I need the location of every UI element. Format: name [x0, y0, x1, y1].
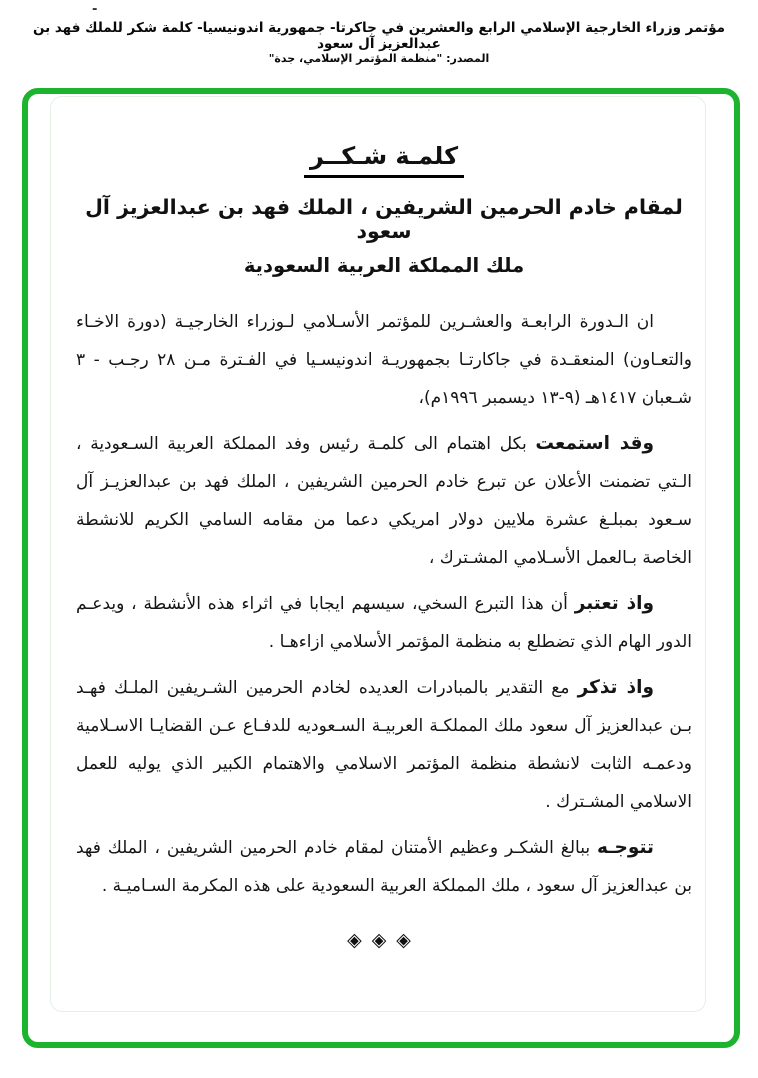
scan-artifact-dash: -	[92, 2, 98, 17]
paragraph-preamble	[76, 303, 692, 417]
paragraph-lead: واذ تذكر	[577, 677, 654, 698]
doc-subtitle-royal: لمقام خادم الحرمين الشريفين ، الملك فهد بن عبدالعزيز آل سعود	[85, 195, 683, 243]
doc-subtitle-kingdom: ملك المملكة العربية السعودية	[243, 254, 525, 277]
paragraph-lead: واذ تعتبر	[574, 593, 654, 614]
doc-title-text: كلمـة شـكــر	[304, 142, 464, 178]
document-caption: مؤتمر وزراء الخارجية الإسلامي الرابع والعشرين في جاكرتا- جمهورية اندونيسيا- كلمة شكر للملك فهد بن عبدالعزيز آل سعود	[32, 20, 726, 52]
paragraph-thanks	[76, 829, 692, 905]
document-source-line: المصدر: "منظمة المؤتمر الإسلامي، جدة"	[268, 52, 490, 65]
paragraph-text: أن هذا التبرع السخي، سيسهم ايجابا في اثراء هذه الأنشطة ، ويدعـم الدور الهام الذي تضطلع به منظمة المؤتمر الأسلامي ازاءهـا .	[76, 594, 692, 652]
document-content	[28, 94, 734, 1042]
green-document-frame	[22, 88, 740, 1048]
paragraph-text: ان الـدورة الرابعـة والعشـرين للمؤتمر الأسـلامي لـوزراء الخارجيـة (دورة الاخـاء والتعـاون) المنعقـدة في جاكارتـا بجمهوريـة اندونيسـيا في الفـترة مـن ٢٨ رجـب - ٣ شـعبان ١٤١٧هـ (٩-١٣ ديسمبر ١٩٩٦م)،	[76, 312, 692, 408]
paragraph-listened	[76, 425, 692, 577]
ornament-divider: ◈◈◈	[347, 929, 421, 951]
paragraph-text: مع التقدير بالمبادرات العديده لخادم الحرمين الشـريفين الملـك فهـد بـن عبدالعزيز آل سعود ملك المملكـة العربيـة السـعوديه للدفـاع عـن القضايـا الاسـلامية ودعمـه الثابت لانشطة منظمة المؤتمر الاسلامي والاهتمام الكبير الذي يوليه للعمل الاسلامي المشـترك .	[76, 678, 692, 812]
paragraph-text: ببالغ الشكـر وعظيم الأمتنان لمقام خادم الحرمين الشريفين ، الملك فهد بن عبدالعزيز آل سعود ، ملك المملكة العربية السعودية على هذه المكرمة السـاميـة .	[76, 838, 692, 896]
paragraph-considering	[76, 585, 692, 661]
doc-title	[76, 134, 692, 178]
doc-body	[76, 303, 692, 905]
paragraph-recalling	[76, 669, 692, 821]
paragraph-lead: تتوجـه	[597, 837, 654, 858]
paragraph-lead: وقد استمعت	[535, 433, 654, 454]
paragraph-text: بكل اهتمام الى كلمـة رئيس وفد المملكة العربية السـعودية ، الـتي تضمنت الأعلان عن تبرع خادم الحرمين الشريفين ، الملك فهد بن عبدالعزيـز آل سـعود بمبلـغ عشرة ملايين دولار امريكي دعما من مقامه السامي الكريم للانشطة الخاصة بـالعمل الأسـلامي المشـترك ،	[76, 434, 692, 568]
